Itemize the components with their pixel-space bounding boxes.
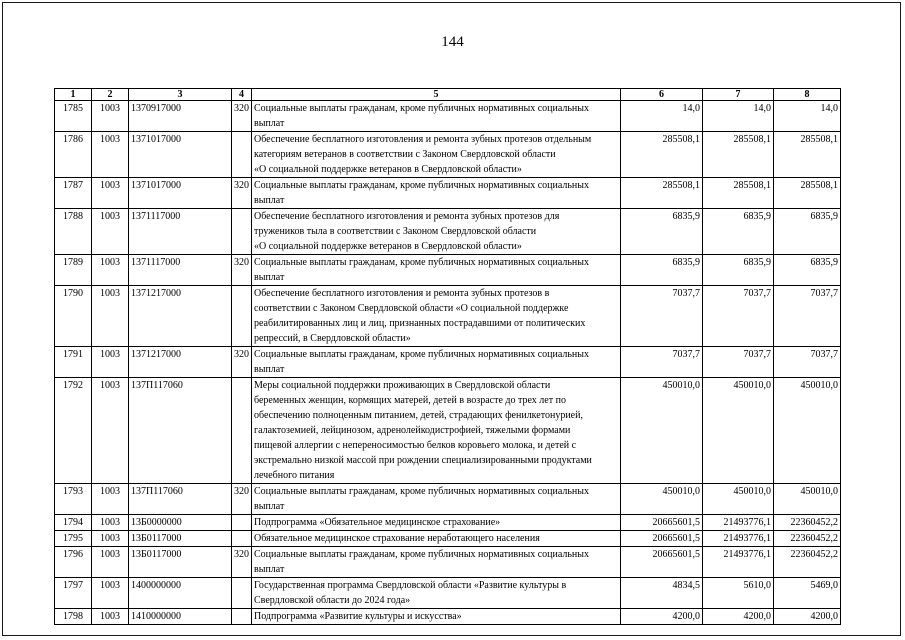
amount-col-6: 285508,1	[621, 178, 703, 209]
expense-type-code: 320	[232, 484, 252, 515]
expense-type-code: 320	[232, 347, 252, 378]
target-article-code: 137П117060	[129, 484, 232, 515]
amount-col-6: 20665601,5	[621, 515, 703, 531]
item-name: Социальные выплаты гражданам, кроме публичных нормативных социальных выплат	[252, 255, 621, 286]
amount-col-8: 285508,1	[774, 178, 841, 209]
amount-col-8: 22360452,2	[774, 531, 841, 547]
amount-col-7: 14,0	[703, 101, 774, 132]
item-name: Социальные выплаты гражданам, кроме публичных нормативных социальных выплат	[252, 347, 621, 378]
target-article-code: 1410000000	[129, 609, 232, 625]
amount-col-6: 4200,0	[621, 609, 703, 625]
amount-col-6: 7037,7	[621, 286, 703, 347]
amount-col-6: 6835,9	[621, 209, 703, 255]
section-code: 1003	[92, 132, 129, 178]
section-code: 1003	[92, 378, 129, 484]
amount-col-7: 7037,7	[703, 286, 774, 347]
section-code: 1003	[92, 101, 129, 132]
table-row	[55, 132, 841, 178]
section-code: 1003	[92, 286, 129, 347]
expense-type-code	[232, 609, 252, 625]
section-code: 1003	[92, 347, 129, 378]
amount-col-8: 450010,0	[774, 378, 841, 484]
amount-col-7: 285508,1	[703, 178, 774, 209]
amount-col-8: 6835,9	[774, 255, 841, 286]
expense-type-code: 320	[232, 178, 252, 209]
section-code: 1003	[92, 178, 129, 209]
amount-col-6: 20665601,5	[621, 547, 703, 578]
column-header: 8	[774, 89, 841, 101]
column-header: 6	[621, 89, 703, 101]
expense-type-code	[232, 378, 252, 484]
row-number: 1787	[55, 178, 92, 209]
item-name: Государственная программа Свердловской области «Развитие культуры в Свердловской области до 2024 года»	[252, 578, 621, 609]
target-article-code: 1371217000	[129, 347, 232, 378]
amount-col-7: 7037,7	[703, 347, 774, 378]
target-article-code: 1371217000	[129, 286, 232, 347]
target-article-code: 1371017000	[129, 132, 232, 178]
row-number: 1785	[55, 101, 92, 132]
amount-col-8: 4200,0	[774, 609, 841, 625]
table-row	[55, 255, 841, 286]
section-code: 1003	[92, 255, 129, 286]
target-article-code: 1371117000	[129, 255, 232, 286]
row-number: 1795	[55, 531, 92, 547]
expense-type-code	[232, 515, 252, 531]
expense-type-code: 320	[232, 255, 252, 286]
table-row	[55, 101, 841, 132]
page-number: 144	[441, 34, 464, 50]
section-code: 1003	[92, 547, 129, 578]
table-row	[55, 484, 841, 515]
section-code: 1003	[92, 484, 129, 515]
target-article-code: 13Б0117000	[129, 547, 232, 578]
target-article-code: 13Б0000000	[129, 515, 232, 531]
item-name: Обязательное медицинское страхование неработающего населения	[252, 531, 621, 547]
column-header: 3	[129, 89, 232, 101]
table-row	[55, 547, 841, 578]
item-name: Обеспечение бесплатного изготовления и ремонта зубных протезов для тружеников тыла в соответствии с Законом Свердловской области «О социальной поддержке ветеранов в Свердловской области»	[252, 209, 621, 255]
item-name: Социальные выплаты гражданам, кроме публичных нормативных социальных выплат	[252, 178, 621, 209]
table-row	[55, 209, 841, 255]
item-name: Социальные выплаты гражданам, кроме публичных нормативных социальных выплат	[252, 101, 621, 132]
table-row	[55, 531, 841, 547]
amount-col-8: 7037,7	[774, 286, 841, 347]
amount-col-6: 20665601,5	[621, 531, 703, 547]
table-row	[55, 609, 841, 625]
amount-col-8: 7037,7	[774, 347, 841, 378]
item-name: Обеспечение бесплатного изготовления и ремонта зубных протезов отдельным категориям ветеранов в соответствии с Законом Свердловской области «О социальной поддержке ветеранов в Свердловской области»	[252, 132, 621, 178]
table-row	[55, 286, 841, 347]
item-name: Социальные выплаты гражданам, кроме публичных нормативных социальных выплат	[252, 547, 621, 578]
row-number: 1792	[55, 378, 92, 484]
section-code: 1003	[92, 609, 129, 625]
column-header: 1	[55, 89, 92, 101]
target-article-code: 1370917000	[129, 101, 232, 132]
row-number: 1796	[55, 547, 92, 578]
amount-col-7: 6835,9	[703, 255, 774, 286]
row-number: 1789	[55, 255, 92, 286]
table-row	[55, 578, 841, 609]
amount-col-7: 4200,0	[703, 609, 774, 625]
column-header: 7	[703, 89, 774, 101]
column-header: 4	[232, 89, 252, 101]
target-article-code: 13Б0117000	[129, 531, 232, 547]
row-number: 1794	[55, 515, 92, 531]
table-row	[55, 178, 841, 209]
expense-type-code	[232, 578, 252, 609]
amount-col-6: 4834,5	[621, 578, 703, 609]
amount-col-7: 21493776,1	[703, 547, 774, 578]
amount-col-8: 14,0	[774, 101, 841, 132]
amount-col-6: 14,0	[621, 101, 703, 132]
row-number: 1797	[55, 578, 92, 609]
amount-col-6: 7037,7	[621, 347, 703, 378]
row-number: 1790	[55, 286, 92, 347]
amount-col-7: 21493776,1	[703, 515, 774, 531]
target-article-code: 1371017000	[129, 178, 232, 209]
amount-col-7: 5610,0	[703, 578, 774, 609]
section-code: 1003	[92, 515, 129, 531]
amount-col-8: 22360452,2	[774, 515, 841, 531]
item-name: Обеспечение бесплатного изготовления и ремонта зубных протезов в соответствии с Законом Свердловской области «О социальной поддержке реабилитированных лиц и лиц, признанных пострадавшими от политических репрессий, в Свердловской области»	[252, 286, 621, 347]
row-number: 1793	[55, 484, 92, 515]
item-name: Подпрограмма «Обязательное медицинское страхование»	[252, 515, 621, 531]
section-code: 1003	[92, 578, 129, 609]
expense-type-code	[232, 132, 252, 178]
table-row	[55, 347, 841, 378]
column-header: 2	[92, 89, 129, 101]
target-article-code: 1371117000	[129, 209, 232, 255]
amount-col-8: 22360452,2	[774, 547, 841, 578]
amount-col-8: 5469,0	[774, 578, 841, 609]
amount-col-6: 285508,1	[621, 132, 703, 178]
row-number: 1786	[55, 132, 92, 178]
section-code: 1003	[92, 209, 129, 255]
item-name: Подпрограмма «Развитие культуры и искусства»	[252, 609, 621, 625]
expense-type-code	[232, 286, 252, 347]
column-header: 5	[252, 89, 621, 101]
target-article-code: 137П117060	[129, 378, 232, 484]
amount-col-8: 285508,1	[774, 132, 841, 178]
item-name: Меры социальной поддержки проживающих в Свердловской области беременных женщин, кормящих матерей, детей в возрасте до трех лет по обеспечению полноценным питанием, детей, страдающих фенилкетонурией, галактоземией, лейцинозом, адренолейкодистрофией, тяжелыми формами пищевой аллергии с непереносимостью белков коровьего молока, и детей с экстремально низкой массой при рождении специализированными продуктами лечебного питания	[252, 378, 621, 484]
table-row	[55, 515, 841, 531]
amount-col-6: 6835,9	[621, 255, 703, 286]
amount-col-7: 450010,0	[703, 378, 774, 484]
section-code: 1003	[92, 531, 129, 547]
header-row	[55, 89, 841, 101]
item-name: Социальные выплаты гражданам, кроме публичных нормативных социальных выплат	[252, 484, 621, 515]
amount-col-7: 285508,1	[703, 132, 774, 178]
amount-col-7: 6835,9	[703, 209, 774, 255]
amount-col-7: 21493776,1	[703, 531, 774, 547]
amount-col-6: 450010,0	[621, 484, 703, 515]
amount-col-7: 450010,0	[703, 484, 774, 515]
table-row	[55, 378, 841, 484]
expense-type-code: 320	[232, 547, 252, 578]
row-number: 1791	[55, 347, 92, 378]
amount-col-8: 450010,0	[774, 484, 841, 515]
expense-type-code: 320	[232, 101, 252, 132]
expense-type-code	[232, 531, 252, 547]
budget-table	[54, 88, 841, 625]
amount-col-6: 450010,0	[621, 378, 703, 484]
row-number: 1788	[55, 209, 92, 255]
row-number: 1798	[55, 609, 92, 625]
amount-col-8: 6835,9	[774, 209, 841, 255]
target-article-code: 1400000000	[129, 578, 232, 609]
expense-type-code	[232, 209, 252, 255]
